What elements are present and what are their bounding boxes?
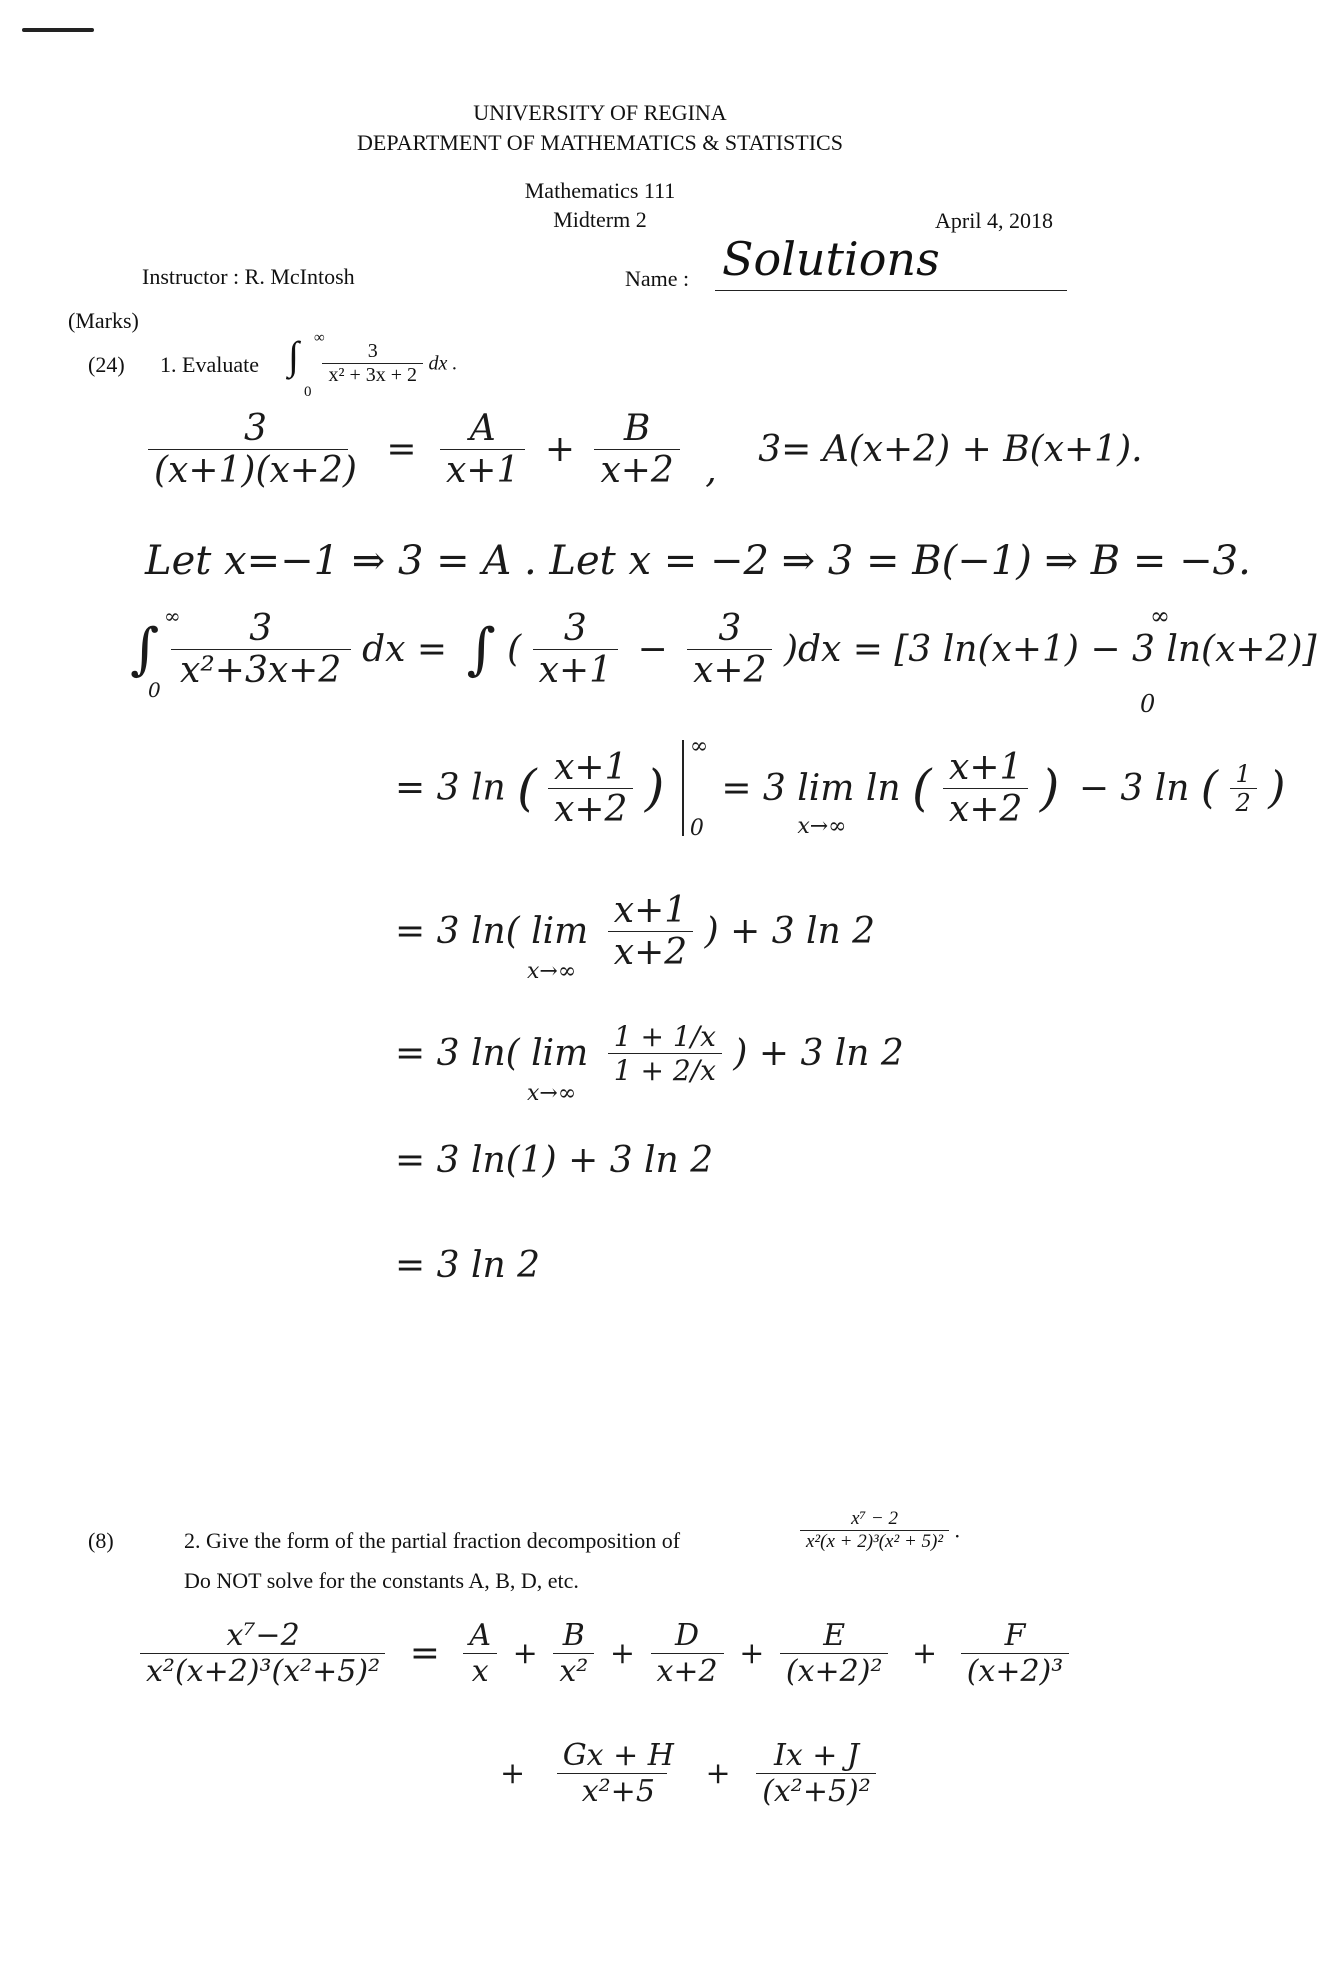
exam-date: April 4, 2018 xyxy=(935,208,1053,233)
sol2-term-den: x+2 xyxy=(656,1654,718,1689)
sol1-line3 xyxy=(130,604,1317,702)
instructor-line: Instructor : R. McIntosh xyxy=(142,264,355,289)
sol2-term xyxy=(961,1618,1070,1689)
q1-integrand xyxy=(322,340,423,387)
q2-fraction-den: x²(x + 2)³(x² + 5)² xyxy=(806,1531,944,1552)
sol2-line2 xyxy=(500,1738,877,1809)
sol1-line5-f-num: x+1 xyxy=(613,890,688,931)
sol1-a-den: x+1 xyxy=(446,450,520,491)
sol1-t2-den: x+2 xyxy=(693,650,767,691)
sol1-line6-prefix-wrap xyxy=(395,1033,600,1106)
sol1-line5-f-den: x+2 xyxy=(613,932,688,973)
sol1-b-fraction xyxy=(594,408,679,491)
sol1-b-num: B xyxy=(623,408,651,449)
q1-integrand-num: 3 xyxy=(367,340,378,363)
close-paren: ) xyxy=(1268,762,1286,814)
sol2-lhs xyxy=(140,1618,386,1689)
sol1-t1-fraction xyxy=(533,608,618,691)
close-paren: ) xyxy=(644,759,665,817)
sol1-line4-g xyxy=(943,747,1028,830)
sol1-lhs-num: 3 xyxy=(244,408,267,449)
q2-fraction-num: x⁷ − 2 xyxy=(851,1508,898,1529)
department-title: DEPARTMENT OF MATHEMATICS & STATISTICS xyxy=(357,130,843,155)
q1-integral xyxy=(288,330,458,400)
eval-bar xyxy=(682,734,709,841)
sol1-t1-num: 3 xyxy=(563,608,587,649)
marks-label: (Marks) xyxy=(68,308,139,333)
sol1-a-num: A xyxy=(469,408,496,449)
sol2-term2-den: (x²+5)² xyxy=(762,1774,871,1809)
sol1-line4-suffix: − 3 ln xyxy=(1078,767,1190,809)
sol1-lhs-den: (x+1)(x+2) xyxy=(154,450,357,491)
sol1-line6-f-den: 1 + 2/x xyxy=(613,1054,716,1087)
plus-sign: + xyxy=(609,1636,635,1671)
sol1-int-fraction xyxy=(171,608,351,691)
q2-instruction: Do NOT solve for the constants A, B, D, etc. xyxy=(184,1568,579,1593)
sol1-line4-upper: ∞ xyxy=(689,734,709,759)
sol1-t2-fraction xyxy=(687,608,772,691)
q2-marks: (8) xyxy=(88,1528,114,1553)
sol1-line3-bracket-upper: ∞ xyxy=(1150,602,1170,630)
sol1-line4-lower: 0 xyxy=(689,816,704,841)
sol1-line4-f xyxy=(548,747,633,830)
sol1-line3-lower: 0 xyxy=(148,678,161,702)
sol1-line4-h xyxy=(1230,760,1257,817)
integral-sign: ∫ xyxy=(466,617,496,682)
q1-upper-bound: ∞ xyxy=(314,330,325,346)
sol1-line6 xyxy=(395,1020,904,1106)
sol2-term-num: B xyxy=(562,1618,585,1653)
sol1-line4-g-num: x+1 xyxy=(949,746,1023,788)
open-paren: ( xyxy=(912,759,932,817)
sol2-term xyxy=(553,1618,594,1689)
sol2-term xyxy=(651,1618,724,1689)
close-paren: ) xyxy=(1039,759,1060,817)
sol2-term2-num: Ix + J xyxy=(773,1738,859,1773)
sol1-line1 xyxy=(148,408,1143,491)
q2-period: . xyxy=(954,1517,961,1543)
sol2-term-den: (x+2)³ xyxy=(966,1654,1064,1689)
sol1-line4-f-num: x+1 xyxy=(554,746,628,788)
sol2-line1 xyxy=(140,1618,1069,1689)
q1-dx: dx . xyxy=(428,352,458,375)
sol1-t2-num: 3 xyxy=(718,608,742,649)
sol1-line5-f xyxy=(608,890,693,973)
open-paren: ( xyxy=(1200,762,1219,814)
name-signature: Solutions xyxy=(722,232,940,286)
sol2-term2 xyxy=(557,1738,680,1809)
sol1-line3-upper: ∞ xyxy=(164,604,181,628)
sol1-line4-h-num: 1 xyxy=(1235,759,1251,788)
sol2-term-num: E xyxy=(823,1618,846,1653)
sol1-line7: = 3 ln(1) + 3 ln 2 xyxy=(395,1140,714,1181)
q2-fraction-wrap xyxy=(800,1508,960,1553)
plus-sign: + xyxy=(705,1756,731,1791)
sol2-term-den: (x+2)² xyxy=(785,1654,883,1689)
sol1-int-num: 3 xyxy=(249,608,273,649)
sol1-line6-f xyxy=(608,1020,722,1087)
sol1-lhs-fraction xyxy=(148,408,363,491)
sol1-line6-prefix: = 3 ln( lim xyxy=(395,1033,589,1074)
sol1-line3-antiderivative: )dx = [3 ln(x+1) − 3 ln(x+2)] xyxy=(783,629,1317,670)
sol2-term-num: F xyxy=(1004,1618,1026,1653)
sol1-line6-f-num: 1 + 1/x xyxy=(613,1020,716,1053)
plus-sign: + xyxy=(512,1636,538,1671)
sol1-line4-prefix: = 3 ln xyxy=(395,767,506,809)
sol1-line6-suffix: ) + 3 ln 2 xyxy=(733,1033,904,1074)
sol1-a-fraction xyxy=(440,408,525,491)
q2-prompt: 2. Give the form of the partial fraction decomposition of xyxy=(184,1528,681,1553)
sol1-line5-prefix: = 3 ln( lim xyxy=(395,911,589,952)
sol1-rhs: 3= A(x+2) + B(x+1). xyxy=(758,429,1143,470)
sol1-line6-lim-sub: x→∞ xyxy=(527,1081,577,1106)
name-label: Name : xyxy=(625,266,690,291)
integral-sign: ∫ xyxy=(130,617,160,682)
integral-sign: ∫ xyxy=(288,333,299,378)
sol1-line4-mid xyxy=(721,767,912,839)
sol2-term2-den: x²+5 xyxy=(581,1774,655,1809)
sol1-line4-lim-sub: x→∞ xyxy=(797,813,847,839)
sol1-t1-den: x+1 xyxy=(538,650,613,691)
sol1-eq: = xyxy=(386,429,417,470)
open-paren: ( xyxy=(507,629,522,670)
sol2-term-num: A xyxy=(469,1618,492,1653)
sol1-line5 xyxy=(395,890,876,984)
corner-mark xyxy=(22,28,94,32)
sol1-plus: + xyxy=(544,429,575,470)
university-title: UNIVERSITY OF REGINA xyxy=(473,100,727,125)
sol2-term2 xyxy=(756,1738,877,1809)
sol2-lhs-num: x⁷−2 xyxy=(226,1618,300,1653)
sol2-lhs-den: x²(x+2)³(x²+5)² xyxy=(146,1654,381,1689)
sol1-line5-prefix-wrap xyxy=(395,911,600,984)
sol2-term-den: x² xyxy=(559,1654,589,1689)
sol1-line4 xyxy=(395,734,1286,841)
q1-marks: (24) xyxy=(88,352,125,377)
q1-integrand-den: x² + 3x + 2 xyxy=(328,364,418,387)
exam-title: Midterm 2 xyxy=(553,207,647,232)
q2-fraction xyxy=(800,1508,949,1553)
sol1-line4-h-den: 2 xyxy=(1235,788,1251,817)
sol1-b-den: x+2 xyxy=(600,450,674,491)
sol1-line8: = 3 ln 2 xyxy=(395,1245,541,1286)
plus-sign: + xyxy=(739,1636,765,1671)
sol1-line5-suffix: ) + 3 ln 2 xyxy=(704,911,876,952)
sol1-line5-lim-sub: x→∞ xyxy=(527,959,577,984)
sol1-line4-f-den: x+2 xyxy=(554,788,628,830)
sol2-term xyxy=(780,1618,889,1689)
sol2-term-num: D xyxy=(675,1618,700,1653)
sol1-line2: Let x=−1 ⇒ 3 = A . Let x = −2 ⇒ 3 = B(−1) ⇒ B = −3. xyxy=(145,538,1251,584)
sol1-comma: , xyxy=(705,450,717,491)
sol1-line4-mid-text: = 3 lim ln xyxy=(721,767,901,809)
plus-sign: + xyxy=(500,1756,526,1791)
sol1-t-minus: − xyxy=(637,629,668,670)
name-underline xyxy=(715,290,1067,291)
sol1-line3-dx: dx = xyxy=(362,629,448,670)
course-title: Mathematics 111 xyxy=(524,178,676,203)
sol2-term2-num: Gx + H xyxy=(562,1738,674,1773)
sol2-term xyxy=(463,1618,497,1689)
sol1-line4-g-den: x+2 xyxy=(949,788,1023,830)
q1-lower-bound: 0 xyxy=(304,384,312,400)
sol2-term-den: x xyxy=(471,1654,489,1689)
sol2-eq: = xyxy=(409,1633,440,1674)
sol1-int-den: x²+3x+2 xyxy=(180,650,342,691)
q1-prompt: 1. Evaluate xyxy=(160,352,259,377)
open-paren: ( xyxy=(517,759,537,817)
sol1-line3-bracket-lower: 0 xyxy=(1140,690,1156,718)
plus-sign: + xyxy=(912,1636,938,1671)
